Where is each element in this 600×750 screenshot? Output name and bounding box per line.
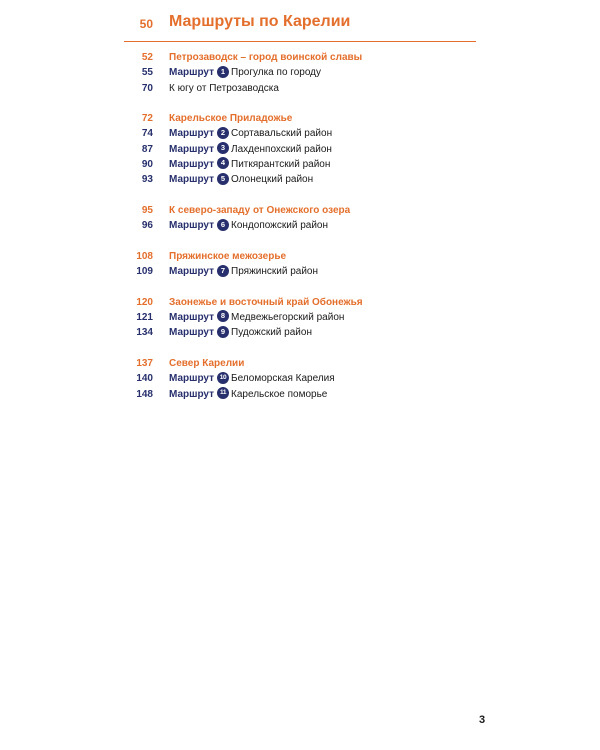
group-spacer [124,96,484,111]
entry-body [169,142,332,157]
toc-entry-row[interactable] [124,310,484,325]
entry-body [169,387,327,402]
route-number-badge: 3 [217,142,229,154]
section-title: К северо-западу от Онежского озера [169,204,351,216]
entry-page-number: 148 [136,388,153,400]
entry-page-number: 121 [136,312,153,324]
route-number-badge: 8 [217,310,229,322]
route-label: Маршрут [169,143,215,155]
route-number-badge: 6 [217,219,229,231]
chapter-header [124,12,476,42]
entry-page-number: 93 [141,174,153,186]
toc-entry-row[interactable] [124,142,484,157]
header-divider [124,41,476,42]
route-number-badge: 11 [217,387,229,399]
entry-title: Медвежьегорский район [231,312,345,324]
route-label: Маршрут [169,388,215,400]
entry-page-number: 74 [141,128,153,140]
route-label: Маршрут [169,373,215,385]
entry-body [169,81,279,96]
chapter-title: Маршруты по Карелии [169,13,351,30]
entry-page-number: 87 [141,143,153,155]
route-number-badge: 1 [217,66,229,78]
toc-entry-row[interactable] [124,218,484,233]
section-page-number: 95 [141,204,153,216]
entry-page-number: 55 [141,67,153,79]
entry-title: Питкярантский район [231,159,331,171]
section-page-number: 52 [141,52,153,63]
route-number-badge: 10 [217,372,229,384]
toc-entry-row[interactable] [124,264,484,279]
entry-body [169,218,328,233]
entry-body [169,371,335,386]
section-page-number: 108 [136,250,153,262]
entry-title: Олонецкий район [231,174,314,186]
group-spacer [124,341,484,356]
entry-body [169,65,321,80]
entry-title: Кондопожский район [231,220,328,232]
entry-body [169,310,344,325]
page-number: 3 [479,714,486,726]
entry-title: Карельское поморье [231,388,328,400]
route-number-badge: 7 [217,265,229,277]
entry-page-number: 134 [136,327,153,339]
entry-body [169,325,312,340]
section-row[interactable] [124,50,484,65]
section-page-number: 72 [141,113,153,125]
route-label: Маршрут [169,159,215,171]
route-label: Маршрут [169,266,215,278]
route-label: Маршрут [169,67,215,79]
section-title: Заонежье и восточный край Обонежья [169,296,363,308]
entry-title: Прогулка по городу [231,67,322,79]
entry-title: К югу от Петрозаводска [169,82,279,94]
section-title: Север Карелии [169,357,245,369]
section-title: Карельское Приладожье [169,113,293,125]
section-row[interactable] [124,203,484,218]
route-label: Маршрут [169,128,215,140]
toc-entry-row[interactable] [124,325,484,340]
entry-title: Пудожский район [231,327,312,339]
section-title: Пряжинское межозерье [169,250,287,262]
section-page-number: 120 [136,296,153,308]
entry-page-number: 96 [141,220,153,232]
entry-page-number: 140 [136,373,153,385]
route-label: Маршрут [169,220,215,232]
entry-title: Беломорская Карелия [231,373,335,385]
section-row[interactable] [124,111,484,126]
toc-entry-row[interactable] [124,126,484,141]
entry-body [169,157,330,172]
toc-entry-row[interactable] [124,81,484,96]
toc-entry-row[interactable] [124,157,484,172]
section-row[interactable] [124,249,484,264]
group-spacer [124,188,484,203]
section-title: Петрозаводск – город воинской славы [169,52,363,63]
route-label: Маршрут [169,174,215,186]
entry-body [169,264,318,279]
section-row[interactable] [124,295,484,310]
toc-entry-row[interactable] [124,387,484,402]
route-number-badge: 5 [217,173,229,185]
toc-entry-row[interactable] [124,371,484,386]
route-label: Маршрут [169,312,215,324]
group-spacer [124,279,484,294]
route-number-badge: 4 [217,157,229,169]
table-of-contents [124,50,484,402]
toc-entry-row[interactable] [124,65,484,80]
entry-page-number: 70 [141,82,153,94]
route-label: Маршрут [169,327,215,339]
toc-entry-row[interactable] [124,172,484,187]
entry-title: Пряжинский район [231,266,318,278]
chapter-page-number: 50 [139,17,153,31]
entry-page-number: 90 [141,159,153,171]
route-number-badge: 9 [217,326,229,338]
entry-body [169,126,332,141]
route-number-badge: 2 [217,127,229,139]
group-spacer [124,234,484,249]
section-page-number: 137 [136,357,153,369]
section-row[interactable] [124,356,484,371]
entry-page-number: 109 [136,266,153,278]
entry-title: Лахденпохский район [231,143,332,155]
entry-body [169,172,313,187]
entry-title: Сортавальский район [231,128,333,140]
